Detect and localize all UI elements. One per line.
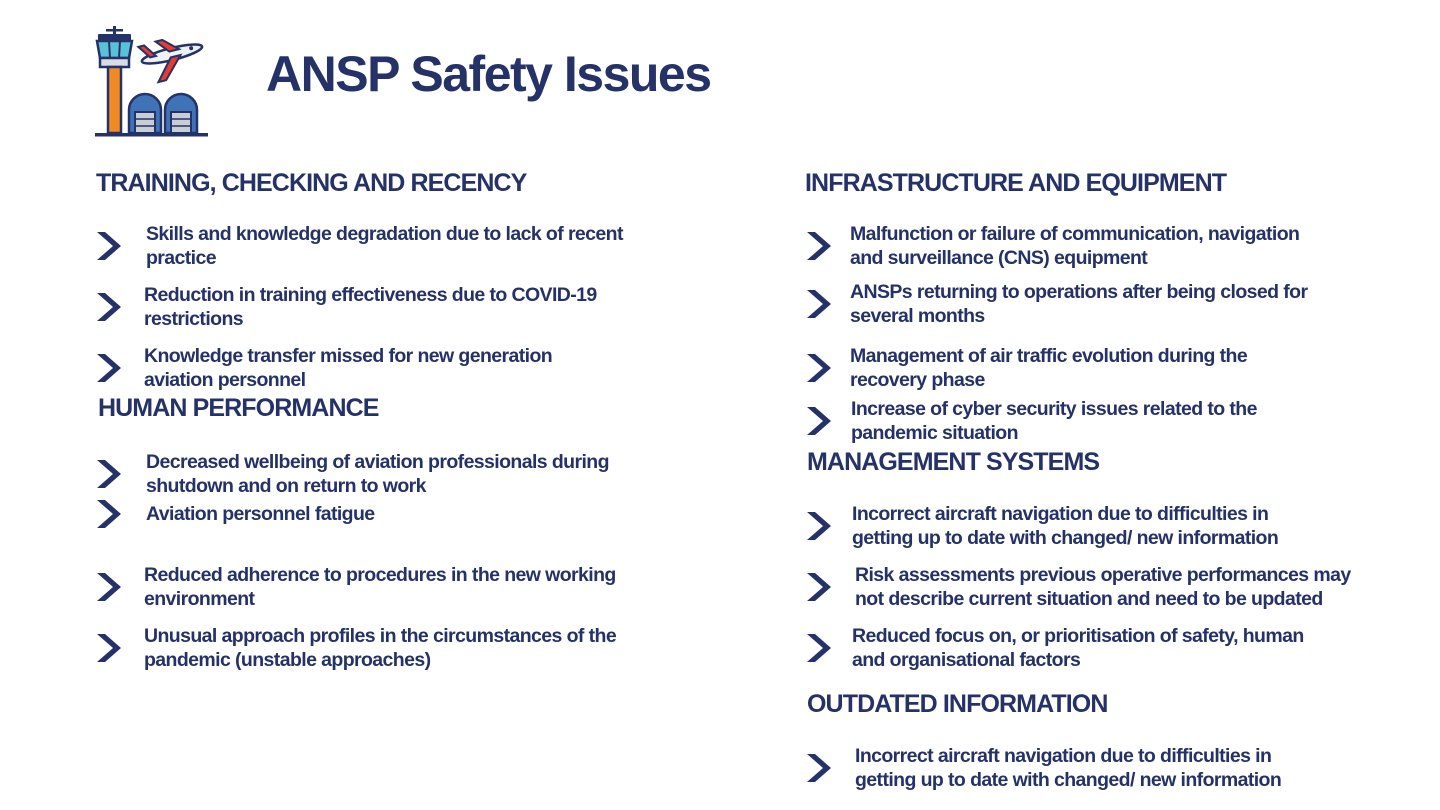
list-item-line: Knowledge transfer missed for new generation: [144, 345, 553, 367]
list-item-text: [851, 397, 1257, 445]
chevron-right-icon: [806, 632, 830, 664]
list-item-line: Increase of cyber security issues related to the: [851, 398, 1257, 420]
chevron-right-icon: [96, 352, 120, 384]
chevron-right-icon: [806, 752, 830, 784]
list-item-line: several months: [850, 305, 985, 327]
list-item-line: not describe current situation and need to be updated: [855, 588, 1323, 610]
list-item-line: and organisational factors: [852, 649, 1081, 671]
section-heading-outdated-information: OUTDATED INFORMATION: [807, 690, 1108, 718]
chevron-right-icon: [96, 498, 120, 530]
list-item-line: and surveillance (CNS) equipment: [850, 247, 1148, 269]
list-item-line: practice: [146, 247, 216, 269]
list-item-line: ANSPs returning to operations after being closed for: [850, 281, 1308, 303]
chevron-right-icon: [806, 288, 830, 320]
list-item-text: [852, 502, 1278, 550]
list-item-line: Incorrect aircraft navigation due to difficulties in: [855, 745, 1272, 767]
list-item-line: Aviation personnel fatigue: [146, 503, 375, 525]
list-item-text: [850, 280, 1307, 328]
list-item-text: [146, 502, 375, 526]
list-item-line: pandemic situation: [851, 422, 1018, 444]
list-item-text: [144, 283, 597, 331]
section-heading-infrastructure-and-equipment: INFRASTRUCTURE AND EQUIPMENT: [805, 169, 1227, 197]
list-item-line: Management of air traffic evolution during the: [850, 345, 1248, 367]
list-item-text: [855, 563, 1351, 611]
list-item-line: aviation personnel: [144, 369, 306, 391]
list-item-text: [146, 222, 623, 270]
list-item-text: [850, 344, 1247, 392]
chevron-right-icon: [806, 352, 830, 384]
list-item-text: [855, 744, 1281, 792]
chevron-right-icon: [806, 230, 830, 262]
chevron-right-icon: [96, 230, 120, 262]
list-item-line: environment: [144, 588, 255, 610]
chevron-right-icon: [806, 510, 830, 542]
page-title: ANSP Safety Issues: [266, 46, 711, 102]
list-item-text: [144, 344, 552, 392]
list-item-line: getting up to date with changed/ new information: [855, 769, 1282, 791]
list-item-line: pandemic (unstable approaches): [144, 649, 431, 671]
list-item-line: Malfunction or failure of communication, navigation: [850, 223, 1300, 245]
chevron-right-icon: [96, 632, 120, 664]
list-item-line: restrictions: [144, 308, 244, 330]
section-heading-human-performance: HUMAN PERFORMANCE: [98, 394, 379, 422]
chevron-right-icon: [806, 405, 830, 437]
list-item-line: Decreased wellbeing of aviation professionals during: [146, 451, 609, 473]
chevron-right-icon: [96, 291, 120, 323]
chevron-right-icon: [806, 571, 830, 603]
list-item-text: [144, 563, 616, 611]
list-item-line: Incorrect aircraft navigation due to difficulties in: [852, 503, 1269, 525]
list-item-line: recovery phase: [850, 369, 985, 391]
chevron-right-icon: [96, 571, 120, 603]
airport-control-tower-and-airplane-icon: [92, 24, 212, 140]
list-item-text: [144, 624, 616, 672]
list-item-line: Skills and knowledge degradation due to lack of recent: [146, 223, 623, 245]
list-item-line: Risk assessments previous operative performances may: [855, 564, 1351, 586]
list-item-line: Unusual approach profiles in the circumstances of the: [144, 625, 617, 647]
chevron-right-icon: [96, 458, 120, 490]
list-item-line: Reduced adherence to procedures in the new working: [144, 564, 616, 586]
list-item-line: getting up to date with changed/ new information: [852, 527, 1279, 549]
list-item-text: [146, 450, 609, 498]
list-item-line: shutdown and on return to work: [146, 475, 426, 497]
list-item-line: Reduction in training effectiveness due to COVID-19: [144, 284, 597, 306]
list-item-text: [852, 624, 1304, 672]
list-item-line: Reduced focus on, or prioritisation of safety, human: [852, 625, 1304, 647]
section-heading-management-systems: MANAGEMENT SYSTEMS: [807, 448, 1100, 476]
list-item-text: [850, 222, 1299, 270]
section-heading-training-checking-and-recency: TRAINING, CHECKING AND RECENCY: [96, 169, 527, 197]
